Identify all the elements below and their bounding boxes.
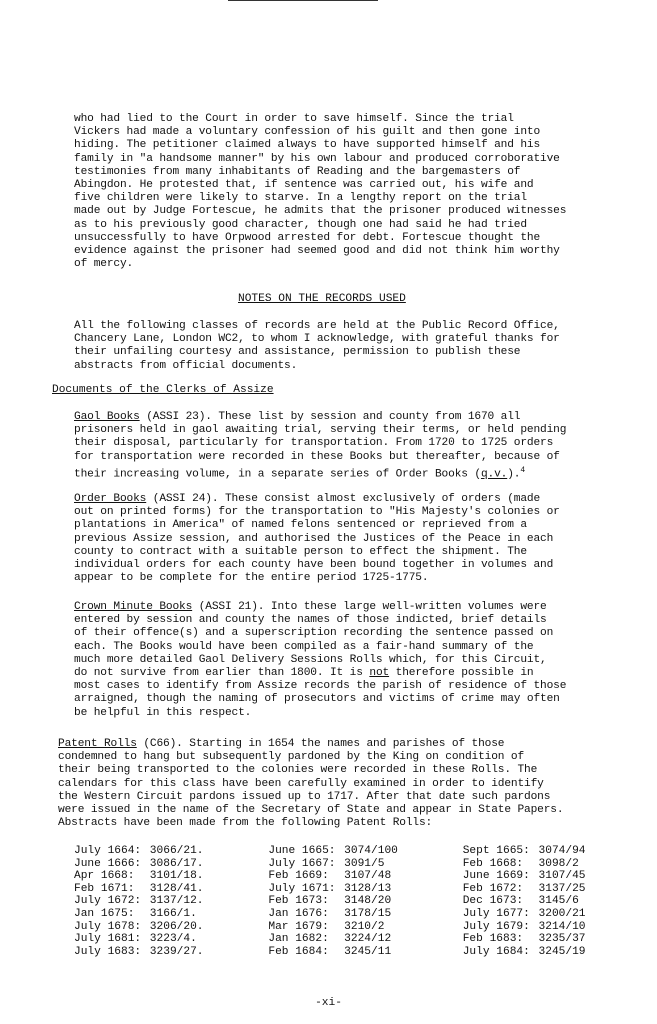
roll-date: June 1665: — [268, 845, 336, 857]
table-row — [74, 870, 657, 883]
roll-reference: 3074/94 — [538, 845, 586, 857]
roll-date: July 1677: — [462, 907, 530, 920]
roll-reference: 3210/2 — [344, 920, 385, 933]
roll-date: July 1678: — [74, 920, 142, 933]
roll-date: July 1684: — [462, 945, 530, 958]
notes-paragraph: All the following classes of records are held at the Public Record Office, Chancery Lane, London WC2, to whom I acknowledge, with grateful thanks for their unfailing courtesy and assistance, permission to publish these abstracts from official documents. — [74, 320, 560, 372]
table-row — [74, 946, 657, 959]
roll-reference: 3239/27. — [149, 945, 204, 958]
roll-reference: 3066/21. — [149, 845, 204, 857]
patent-rolls-title: Patent Rolls — [58, 738, 137, 750]
footnote-marker: 4 — [520, 465, 526, 475]
roll-date: July 1664: — [74, 845, 142, 857]
roll-date: Feb 1672: — [462, 882, 524, 895]
roll-reference: 3178/15 — [344, 907, 392, 920]
roll-reference: 3107/45 — [538, 870, 586, 883]
gaol-books-qv: q.v. — [480, 468, 508, 481]
table-row — [74, 858, 657, 871]
roll-reference: 3235/37 — [538, 933, 586, 946]
patent-rolls-table — [74, 845, 657, 958]
roll-date: Jan 1682: — [268, 933, 329, 946]
crown-minute-books-paragraph — [74, 601, 566, 720]
roll-date: Feb 1684: — [268, 945, 329, 958]
roll-date: Jan 1676: — [268, 907, 329, 920]
roll-reference: 3206/20. — [149, 920, 204, 933]
roll-date: Feb 1669: — [268, 870, 329, 883]
table-row — [74, 921, 657, 934]
roll-reference: 3145/6 — [538, 895, 579, 908]
roll-reference: 3148/20 — [344, 895, 392, 908]
table-row — [74, 883, 657, 896]
roll-date: Apr 1668: — [74, 870, 135, 883]
roll-date: June 1669: — [462, 870, 530, 883]
roll-date: June 1666: — [74, 857, 142, 870]
roll-reference: 3074/100 — [344, 845, 398, 857]
roll-date: July 1679: — [462, 920, 530, 933]
roll-reference: 3101/18. — [149, 870, 204, 883]
roll-reference: 3245/11 — [344, 945, 392, 958]
roll-reference: 3224/12 — [344, 933, 392, 946]
crown-minute-books-tail: therefore possible in most cases to identify from Assize records the parish of residence of those arraigned, though the naming of prosecutors and victims of crime may often be helpful in this respect. — [74, 667, 567, 719]
roll-reference: 3137/25 — [538, 882, 586, 895]
order-books-title: Order Books — [74, 493, 147, 505]
roll-reference: 3137/12. — [149, 895, 204, 908]
roll-date: July 1681: — [74, 933, 142, 946]
roll-date: July 1667: — [268, 857, 336, 870]
table-row — [74, 845, 657, 858]
roll-reference: 3200/21 — [538, 907, 586, 920]
roll-reference: 3128/13 — [344, 882, 392, 895]
crown-minute-books-title: Crown Minute Books — [74, 601, 193, 613]
roll-date: July 1672: — [74, 895, 142, 908]
gaol-books-title: Gaol Books — [74, 411, 140, 423]
intro-paragraph: who had lied to the Court in order to save himself. Since the trial Vickers had made a voluntary confession of his guilt and then gone into hiding. The petitioner claimed always to have supported himself and his family in "a handsome manner" by his own labour and produced corroborative testimonies from many inhabitants of Reading and the bargemasters of Abingdon. He protested that, if sentence was carried out, his wife and five children were likely to starve. In a lengthy report on the trial made out by Judge Fortescue, he admits that the prisoner produced witnesses as to his previously good character, though one had said he had tried unsuccessfully to have Orpwood arrested for debt. Fortescue thought the evidence against the prisoner had seemed good and did not think him worthy of mercy. — [74, 113, 567, 271]
roll-date: Mar 1679: — [268, 920, 329, 933]
roll-reference: 3091/5 — [344, 857, 385, 870]
roll-date: July 1671: — [268, 882, 336, 895]
table-row — [74, 933, 657, 946]
notes-heading: NOTES ON THE RECORDS USED — [238, 293, 406, 305]
crown-minute-books-body: (ASSI 21). Into these large well-written volumes were entered by session and county the names of those indicted, brief details of their offence(s) and a superscription recording the sentence passed on each. The Books would have been compiled as a fair-hand summary of the much more detailed Gaol Delivery Sessions Rolls which, for this Circuit, do not survive from earlier than 1800. It is — [74, 601, 554, 680]
order-books-body: (ASSI 24). These consist almost exclusively of orders (made out on printed forms) for the transportation to "His Majesty's colonies or plantations in America" of named felons sentenced or reprieved from a previous Assize session, and authorised the Justices of the Peace in each county to contract with a suitable person to effect the shipment. The individual orders for each county have been bound together in volumes and appear to be complete for the entire period 1725-1775. — [74, 493, 560, 585]
roll-reference: 3107/48 — [344, 870, 392, 883]
roll-reference: 3086/17. — [149, 857, 204, 870]
roll-date: Feb 1668: — [462, 857, 524, 870]
top-rule — [228, 0, 378, 1]
roll-reference: 3098/2 — [538, 857, 579, 870]
patent-rolls-body: (C66). Starting in 1654 the names and parishes of those condemned to hang but subsequently pardoned by the King on condition of their being transported to the colonies were recorded in these Rolls. The calendars for this class have been carefully examined in order to identify the Western Circuit pardons issued up to 1717. After that date such pardons were issued in the name of the Secretary of State and appear in State Papers. Abstracts have been made from the following Patent Rolls: — [58, 738, 564, 830]
table-row — [74, 895, 657, 908]
roll-reference: 3214/10 — [538, 920, 586, 933]
gaol-books-paragraph — [74, 411, 566, 482]
roll-date: Dec 1673: — [462, 895, 524, 908]
gaol-books-body: (ASSI 23). These list by session and county from 1670 all prisoners held in gaol awaiting trial, serving their terms, or held pending their disposal, particularly for transportation. From 1720 to 1725 orders for transportation were recorded in these Books but thereafter, because of their increasing volume, in a separate series of Order Books ( — [74, 411, 567, 481]
roll-date: July 1683: — [74, 945, 142, 958]
roll-date: Feb 1671: — [74, 882, 135, 895]
crown-minute-books-not: not — [369, 667, 390, 680]
page-number: -xi- — [315, 997, 342, 1009]
roll-reference: 3245/19 — [538, 945, 586, 958]
roll-reference: 3166/1. — [149, 907, 197, 920]
roll-date: Feb 1683: — [462, 933, 524, 946]
roll-date: Sept 1665: — [462, 845, 530, 857]
roll-date: Jan 1675: — [74, 907, 135, 920]
gaol-books-tail: ). — [507, 468, 521, 481]
order-books-paragraph — [74, 493, 560, 585]
roll-reference: 3223/4. — [149, 933, 197, 946]
patent-rolls-paragraph — [58, 738, 563, 830]
table-row — [74, 908, 657, 921]
section-heading: Documents of the Clerks of Assize — [52, 384, 274, 396]
roll-reference: 3128/41. — [149, 882, 204, 895]
roll-date: Feb 1673: — [268, 895, 329, 908]
